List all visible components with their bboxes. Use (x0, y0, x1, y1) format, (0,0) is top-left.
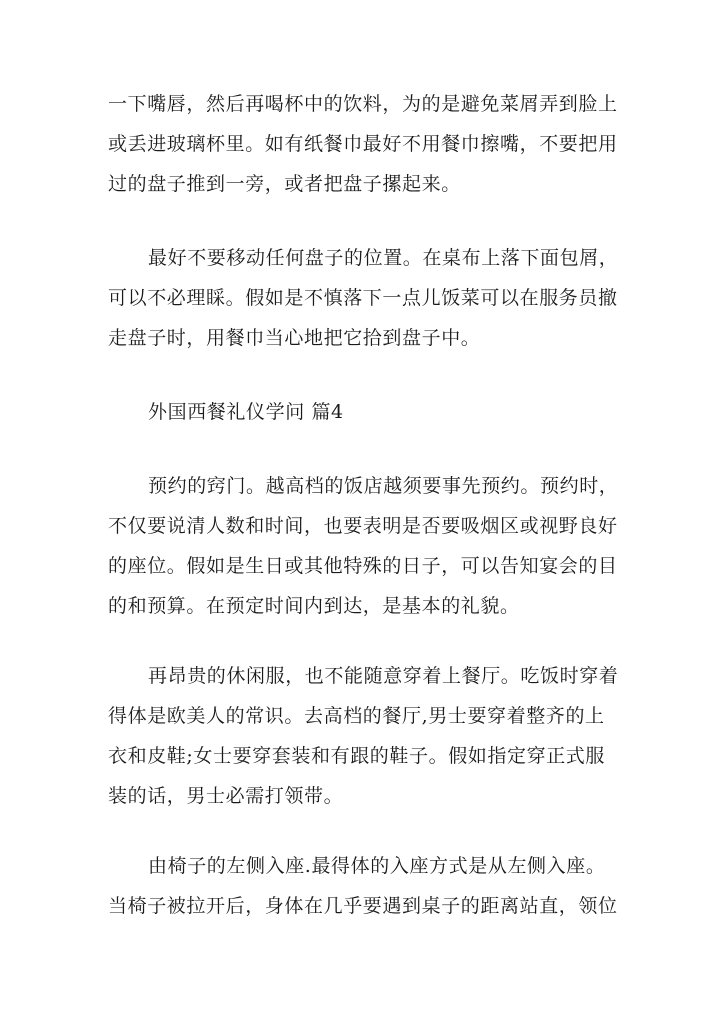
section-heading: 外国西餐礼仪学问 篇4 (148, 401, 344, 423)
text-line: 不仅要说清人数和时间，也要表明是否要吸烟区或视野良好 (108, 515, 618, 537)
text-line: 的座位。假如是生日或其他特殊的日子，可以告知宴会的目 (108, 555, 618, 577)
text-line: 可以不必理睬。假如是不慎落下一点儿饭菜可以在服务员撤 (108, 287, 618, 309)
text-line: 或丢进玻璃杯里。如有纸餐巾最好不用餐巾擦嘴，不要把用 (108, 133, 618, 155)
text-line: 衣和皮鞋;女士要穿套装和有跟的鞋子。假如指定穿正式服 (108, 745, 606, 767)
paragraph-reservation (108, 466, 618, 626)
text-line: 预约的窍门。越高档的饭店越须要事先预约。预约时， (148, 475, 619, 497)
text-line: 最好不要移动任何盘子的位置。在桌布上落下面包屑， (148, 247, 619, 269)
paragraph-seating (108, 846, 618, 926)
text-line: 由椅子的左侧入座.最得体的入座方式是从左侧入座。 (148, 855, 606, 877)
text-line: 当椅子被拉开后，身体在几乎要遇到桌子的距离站直，领位 (108, 895, 618, 917)
paragraph-table-manners-cont (108, 84, 618, 204)
text-line: 过的盘子推到一旁，或者把盘子摞起来。 (108, 173, 461, 195)
text-line: 装的话，男士必需打领带。 (108, 785, 344, 807)
text-line: 再昂贵的休闲服，也不能随意穿着上餐厅。吃饭时穿着 (148, 665, 619, 687)
text-line: 得体是欧美人的常识。去高档的餐厅,男士要穿着整齐的上 (108, 705, 605, 727)
paragraph-dress-code (108, 656, 618, 816)
text-line: 的和预算。在预定时间内到达，是基本的礼貌。 (108, 595, 520, 617)
text-line: 一下嘴唇，然后再喝杯中的饮料，为的是避免菜屑弄到脸上 (108, 93, 618, 115)
paragraph-plates (108, 238, 618, 358)
text-line: 走盘子时，用餐巾当心地把它拾到盘子中。 (108, 327, 481, 349)
